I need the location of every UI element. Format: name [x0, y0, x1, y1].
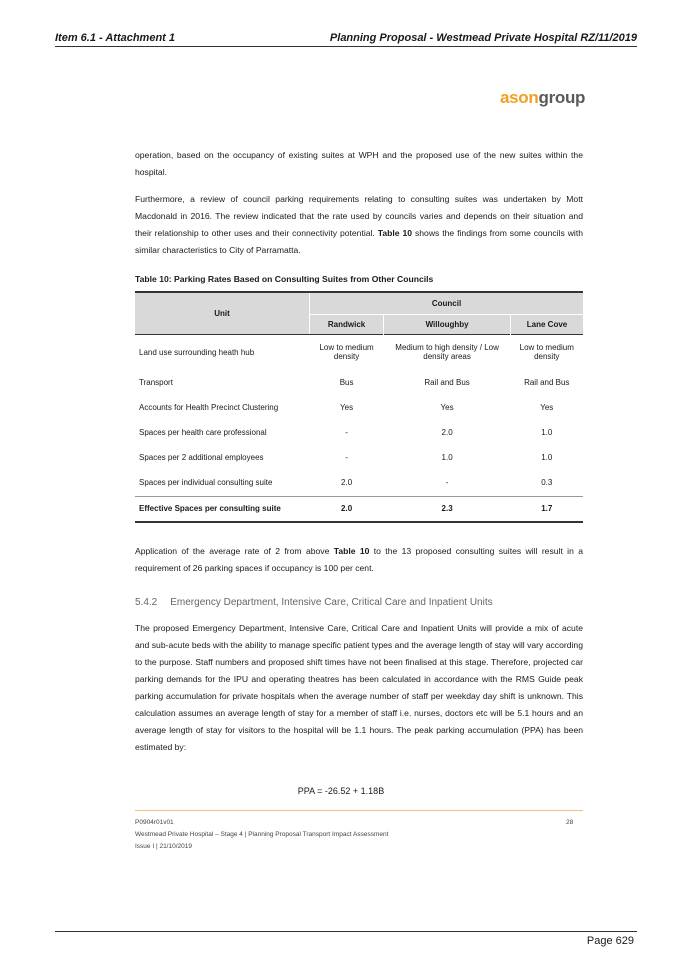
- table-row: Spaces per individual consulting suite 2.0 - 0.3: [135, 470, 583, 496]
- council-col: Willoughby: [384, 314, 511, 334]
- footer-divider: [135, 810, 583, 811]
- ason-group-logo: asongroup: [500, 88, 586, 107]
- council-col: Lane Cove: [511, 314, 584, 334]
- table-row: Spaces per 2 additional employees - 1.0 1.0: [139, 453, 553, 462]
- footer-page-number: 28: [566, 819, 574, 826]
- footer-issue: Issue I | 21/10/2019: [135, 843, 192, 850]
- table-row: Accounts for Health Precinct Clustering Yes Yes Yes: [139, 403, 554, 412]
- ppa-formula: PPA = -26.52 + 1.18B: [297, 786, 385, 796]
- header-attachment: Item 6.1 - Attachment 1: [55, 32, 176, 44]
- table-total-row: Effective Spaces per consulting suite 2.0 2.3 1.7: [135, 496, 583, 522]
- page-header: [55, 32, 637, 47]
- parking-rates-table: [135, 291, 583, 523]
- table-row: Land use surrounding heath hub Low to medium density Medium to high density / Low density areas Low to medium density: [139, 343, 574, 362]
- table-row: Spaces per health care professional - 2.0 1.0: [139, 428, 553, 437]
- footer-ref: P0904r01v01: [135, 819, 174, 826]
- table-row: Transport Bus Rail and Bus Rail and Bus: [139, 378, 570, 387]
- paragraph-1: operation, based on the occupancy of existing suites at WPH and the proposed use of the new suites within the hospital.: [135, 150, 583, 177]
- page-number: Page 629: [586, 935, 634, 947]
- paragraph-4: The proposed Emergency Department, Intensive Care, Critical Care and Inpatient Units will provide a mix of acute and sub-acute beds with the ability to manage specific patient types and the average length of stay will vary according to the purpose. Staff numbers and proposed shift times have not been finalised at this stage. Therefore, projected car parking demands for the IPU and operating theatres has been calculated in accordance with the RMS Guide peak parking accumulation for private hospitals when the average number of staff per weekday day shift is unknown. This calculation assumes an average length of stay for a member of staff i.e. nurses, doctors etc will be 5.1 hours and an average length of stay for visitors to the hospital will be 1.1 hours. The peak parking accumulation (PPA) has been estimated by:: [135, 623, 583, 752]
- paragraph-3: Application of the average rate of 2 from above Table 10 to the 13 proposed consulting suites will result in a requirement of 26 parking spaces if occupancy is 100 per cent.: [135, 546, 583, 573]
- bottom-divider: [55, 931, 637, 932]
- section-heading: 5.4.2 Emergency Department, Intensive Care, Critical Care and Inpatient Units: [135, 597, 493, 608]
- council-col: Randwick: [310, 314, 384, 334]
- unit-header: Unit: [135, 292, 310, 334]
- header-title: Planning Proposal - Westmead Private Hospital RZ/11/2019: [329, 32, 637, 44]
- paragraph-2: Furthermore, a review of council parking requirements relating to consulting suites was undertaken by Mott Macdonald in 2016. The review indicated that the rate used by councils varies and depends on their situation and their relationship to other uses and their connectivity potential. Table 10 shows the findings from some councils with similar characteristics to City of Parramatta.: [135, 194, 583, 255]
- footer-doc: Westmead Private Hospital – Stage 4 | Planning Proposal Transport Impact Assessment: [135, 831, 389, 838]
- council-header: Council: [310, 292, 584, 314]
- table-caption: Table 10: Parking Rates Based on Consulting Suites from Other Councils: [135, 274, 434, 284]
